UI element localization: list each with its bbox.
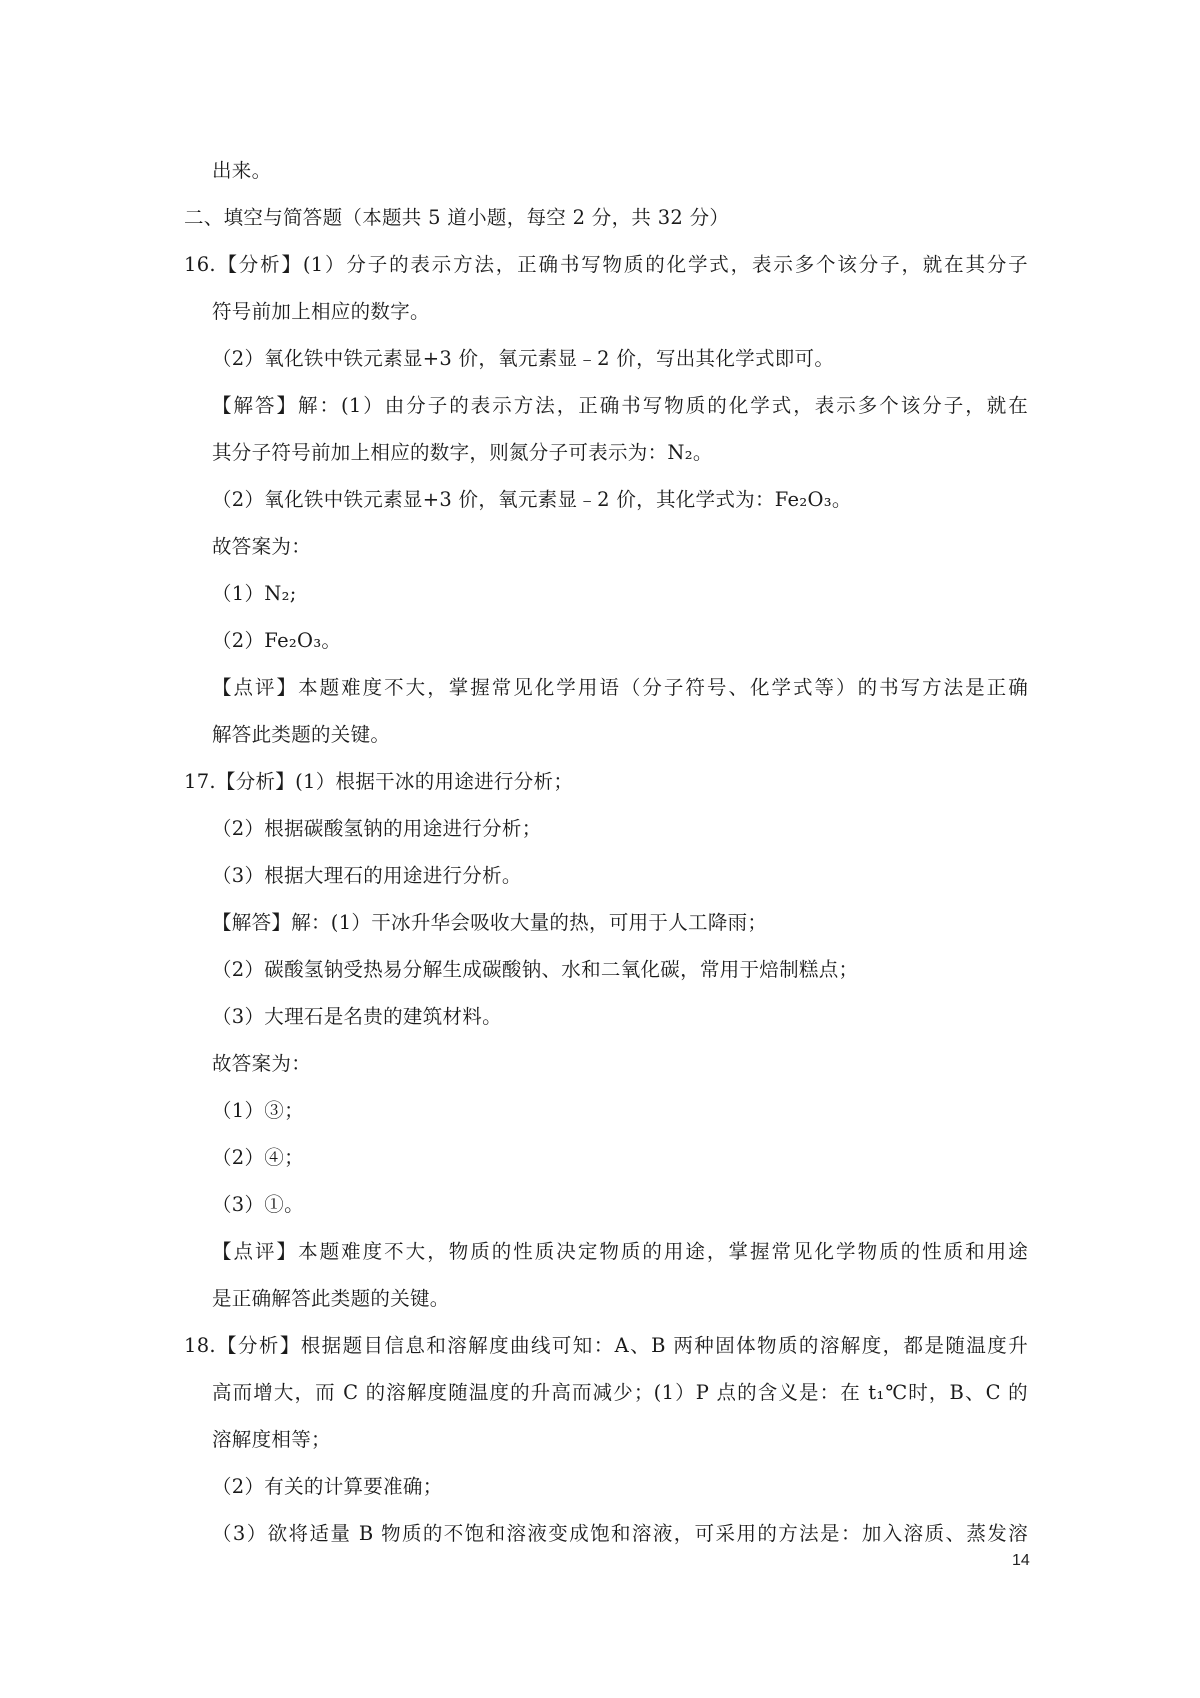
q16-answer-line-2: 其分子符号前加上相应的数字，则氮分子可表示为：N₂。 xyxy=(212,441,713,464)
q16-answer-2: （2）Fe₂O₃。 xyxy=(212,629,342,652)
q16-answer-line-3: （2）氧化铁中铁元素显+3 价，氧元素显﹣2 价，其化学式为：Fe₂O₃。 xyxy=(212,488,852,511)
q16-comment-line-1: 【点评】本题难度不大，掌握常见化学用语（分子符号、化学式等）的书写方法是正确 xyxy=(212,676,1028,699)
q18-analysis-line-4: （2）有关的计算要准确； xyxy=(212,1475,443,1498)
q16-answer-label: 故答案为： xyxy=(212,535,312,558)
q17-analysis-line-2: （2）根据碳酸氢钠的用途进行分析； xyxy=(212,817,542,840)
q17-comment-line-2: 是正确解答此类题的关键。 xyxy=(212,1287,450,1310)
q17-answer-line-3: （3）大理石是名贵的建筑材料。 xyxy=(212,1005,502,1028)
q18-analysis-line-2: 高而增大，而 C 的溶解度随温度的升高而减少；(1）P 点的含义是：在 t₁℃时，B、C 的 xyxy=(212,1381,1028,1404)
q17-answer-line-1: 【解答】解：(1）干冰升华会吸收大量的热，可用于人工降雨； xyxy=(212,911,768,934)
q16-answer-1: （1）N₂; xyxy=(212,582,297,605)
text-line-1: 出来。 xyxy=(212,159,272,182)
q18-analysis-line-1: 18.【分析】根据题目信息和溶解度曲线可知：A、B 两种固体物质的溶解度，都是随温度升 xyxy=(184,1334,1028,1357)
q16-analysis-line-1: 16.【分析】(1）分子的表示方法，正确书写物质的化学式，表示多个该分子，就在其分子 xyxy=(184,253,1028,276)
q17-comment-line-1: 【点评】本题难度不大，物质的性质决定物质的用途，掌握常见化学物质的性质和用途 xyxy=(212,1240,1028,1263)
q17-analysis-line-1: 17.【分析】(1）根据干冰的用途进行分析； xyxy=(184,770,574,793)
q16-analysis-line-2: 符号前加上相应的数字。 xyxy=(212,300,430,323)
q16-analysis-line-3: （2）氧化铁中铁元素显+3 价，氧元素显﹣2 价，写出其化学式即可。 xyxy=(212,347,835,370)
q17-answer-line-2: （2）碳酸氢钠受热易分解生成碳酸钠、水和二氧化碳，常用于焙制糕点； xyxy=(212,958,859,981)
q16-comment-line-2: 解答此类题的关键。 xyxy=(212,723,391,746)
q17-answer-2: （2）④； xyxy=(212,1146,304,1169)
q17-answer-3: （3）①。 xyxy=(212,1193,304,1216)
q18-analysis-line-5: （3）欲将适量 B 物质的不饱和溶液变成饱和溶液，可采用的方法是：加入溶质、蒸发溶 xyxy=(212,1522,1028,1545)
page-number: 14 xyxy=(1012,1552,1030,1569)
q17-answer-1: （1）③； xyxy=(212,1099,304,1122)
q17-analysis-line-3: （3）根据大理石的用途进行分析。 xyxy=(212,864,522,887)
q17-answer-label: 故答案为： xyxy=(212,1052,312,1075)
q16-answer-line-1: 【解答】解：(1）由分子的表示方法，正确书写物质的化学式，表示多个该分子，就在 xyxy=(212,394,1028,417)
q18-analysis-line-3: 溶解度相等； xyxy=(212,1428,331,1451)
section-heading: 二、填空与简答题（本题共 5 道小题，每空 2 分，共 32 分） xyxy=(184,206,730,229)
